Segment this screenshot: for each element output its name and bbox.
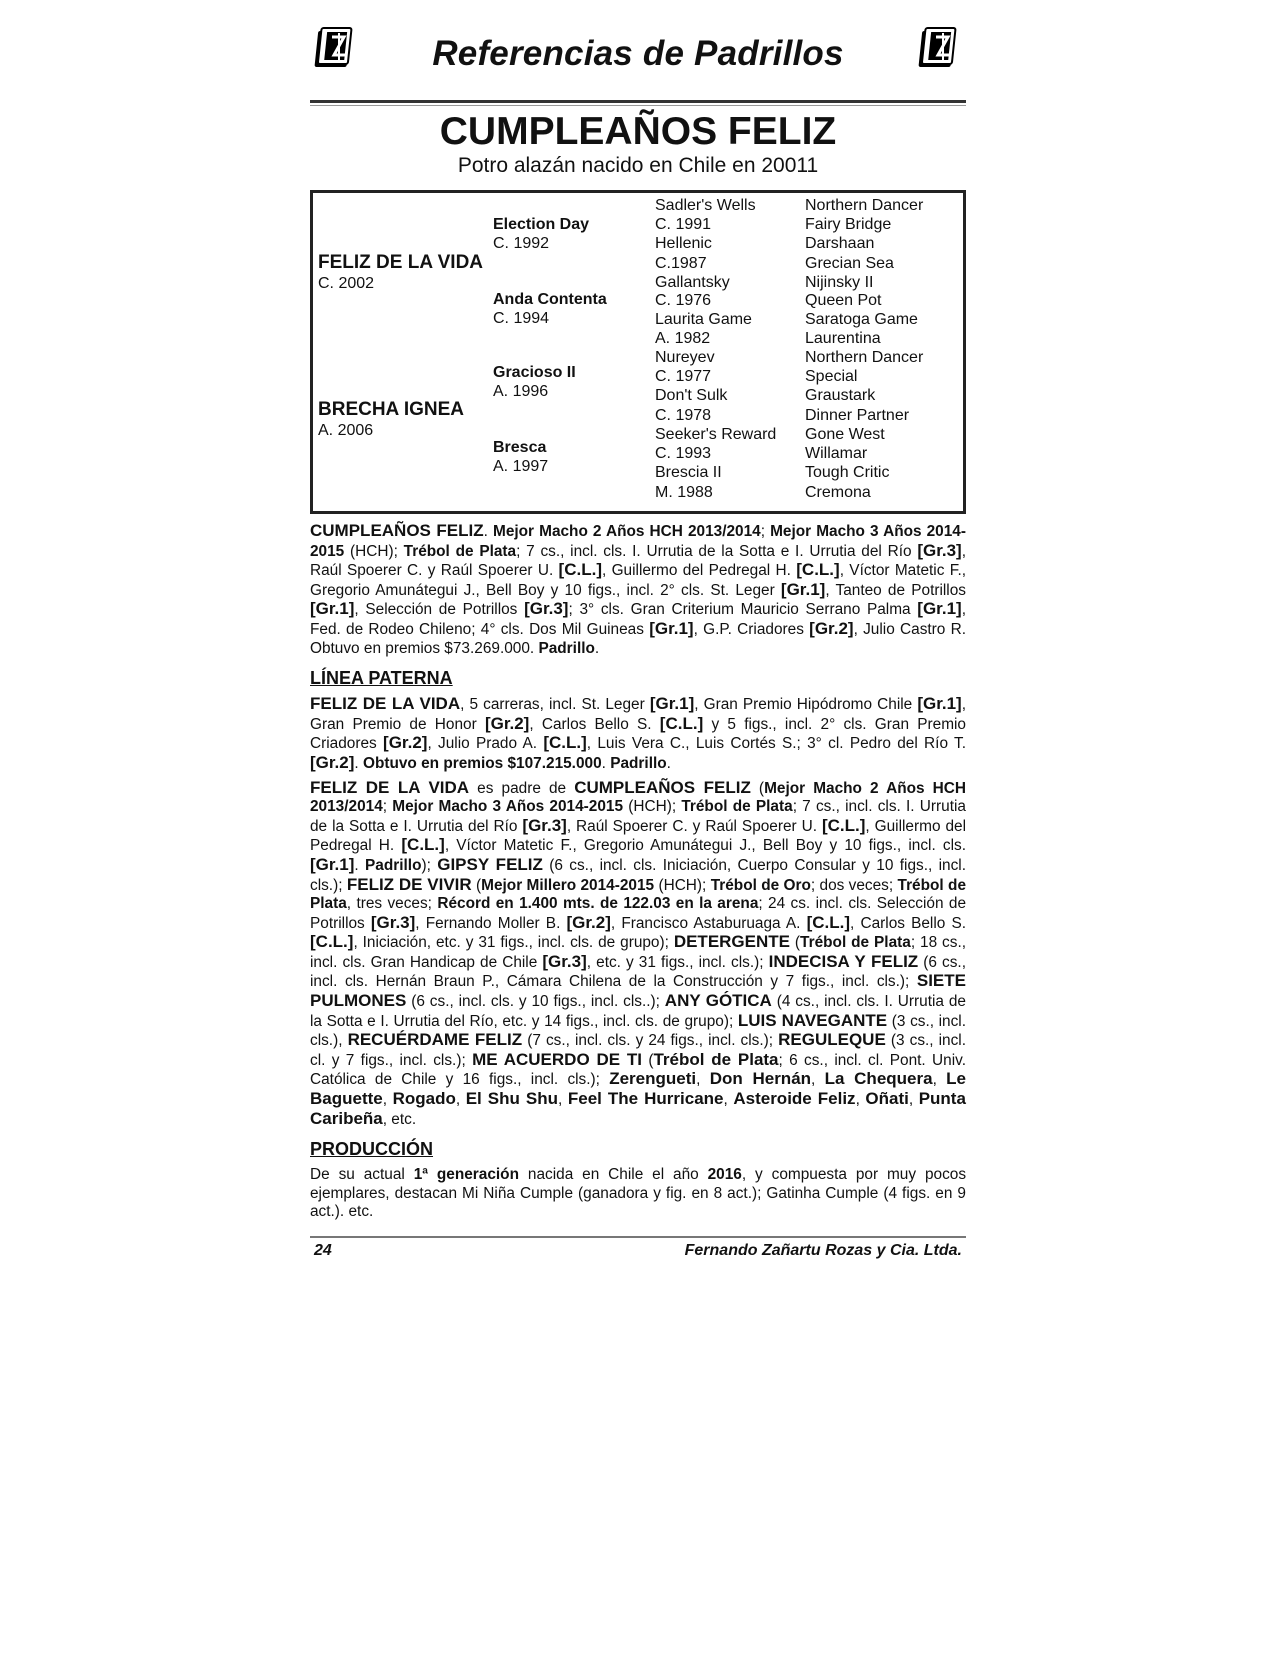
horse-subtitle: Potro alazán nacido en Chile en 20011 xyxy=(457,154,819,177)
pedigree-gen3-entry: C. 1991 xyxy=(655,216,712,233)
pedigree-dam-dam: Bresca xyxy=(493,439,547,456)
horse-name-inline: CUMPLEAÑOS FELIZ xyxy=(574,777,751,797)
header-title: Referencias de Padrillos xyxy=(432,34,844,73)
pedigree-gen3-entry: Brescia II xyxy=(655,464,722,481)
pedigree-gen3-entry: C.1987 xyxy=(655,255,707,272)
pedigree-gen3-entry: Gallantsky xyxy=(655,274,730,291)
horse-name-inline: Punta Caribeña xyxy=(310,1089,966,1128)
pedigree-gen4-entry: Special xyxy=(805,368,858,385)
pedigree-gen3-entry: Don't Sulk xyxy=(655,387,728,404)
pedigree-gen4-entry: Gone West xyxy=(805,426,885,443)
grade-tag: [Gr.3] xyxy=(542,951,587,971)
horse-name-inline: Rogado xyxy=(392,1089,456,1109)
award-text: Mejor Macho 2 Años HCH 2013/2014 xyxy=(310,779,967,816)
pedigree-gen4-entry: Saratoga Game xyxy=(805,311,918,328)
pedigree-gen3-entry: C. 1978 xyxy=(655,407,712,424)
grade-tag: [C.L.] xyxy=(796,560,840,580)
pedigree-sire: FELIZ DE LA VIDA xyxy=(318,252,484,273)
pedigree-gen3-entry: C. 1976 xyxy=(655,292,712,309)
award-text: Trébol de Plata xyxy=(800,934,911,952)
horse-name-inline: ANY GÓTICA xyxy=(664,991,772,1011)
page-number: 24 xyxy=(314,1242,332,1259)
grade-tag: [C.L.] xyxy=(806,912,851,932)
pedigree-sire-sire-year: C. 1992 xyxy=(493,235,550,252)
horse-name: CUMPLEAÑOS FELIZ xyxy=(439,110,837,153)
grade-tag: [Gr.1] xyxy=(780,579,826,599)
pedigree-gen3-entry: Hellenic xyxy=(655,235,712,252)
pedigree-sire-dam-year: C. 1994 xyxy=(493,310,550,327)
grade-tag: [Gr.2] xyxy=(310,752,355,772)
pedigree-gen4-entry: Fairy Bridge xyxy=(805,216,892,233)
grade-tag: [Gr.1] xyxy=(917,694,962,714)
linea-paragraph-offspring: FELIZ DE LA VIDA es padre de CUMPLEAÑOS FELIZ (Mejor Macho 2 Años HCH 2013/2014; Mejor Macho 3 Años 2014-2015 (HCH); Trébol de Plata; 7 cs., incl. cls. I. Urrutia de la Sotta e I. Urrutia del Río [Gr.3], Raúl Spoerer C. y Raúl Spoerer U. [C.L.], Guillermo del Pedregal H. [C.L.], Víctor Matetic F., Gregorio Amunátegui J., Bell Boy y 10 figs., incl. cls. [Gr.1]. Padrillo); GIPSY FELIZ (6 cs., incl. cls. Iniciación, Cuerpo Consular y 10 figs., incl. cls.); FELIZ DE VIVIR (Mejor Millero 2014-2015 (HCH); Trébol de Oro; dos veces; Trébol de Plata, tres veces; Récord en 1.400 mts. de 122.03 en la arena; 24 cs. incl. cls. Selección de Potrillos [Gr.3], Fernando Moller B. [Gr.2], Francisco Astaburuaga A. [C.L.], Carlos Bello S. [C.L.], Iniciación, etc. y 31 figs., incl. cls. de grupo); DETERGENTE (Trébol de Plata; 18 cs., incl. cls. Gran Handicap de Chile [Gr.3], etc. y 31 figs., incl. cls.); INDECISA Y FELIZ (6 cs., incl. cls. Hernán Braun P., Cámara Chilena de la Construcción y 7 figs., incl. cls.); SIETE PULMONES (6 cs., incl. cls. y 10 figs., incl. cls..); ANY GÓTICA (4 cs., incl. cls. I. Urrutia de la Sotta e I. Urrutia del Río, etc. y 14 figs., incl. cls. de grupo); LUIS NAVEGANTE (3 cs., incl. cls.), RECUÉRDAME FELIZ (7 cs., incl. cls. y 24 figs., incl. cls.); REGULEQUE (3 cs., incl. cl. y 7 figs., incl. cls.); ME ACUERDO DE TI (Trébol de Plata; 6 cs., incl. cl. Pont. Univ. Católica de Chile y 16 figs., incl. cls.); Zerengueti, Don Hernán, La Chequera, Le Baguette, Rogado, El Shu Shu, Feel The Hurricane, Asteroide Feliz, Oñati, Punta Caribeña, etc. xyxy=(310,777,967,1128)
award-text: Mejor Macho 3 Años 2014-2015 xyxy=(310,523,966,560)
pedigree-table xyxy=(310,190,966,514)
generation-text: 1ª generación xyxy=(413,1166,519,1184)
pedigree-gen3-entry: Laurita Game xyxy=(655,311,752,328)
pedigree-dam-dam-year: A. 1997 xyxy=(493,458,549,475)
padrillo-label: Padrillo xyxy=(365,856,422,874)
grade-tag: [C.L.] xyxy=(310,932,354,952)
padrillo-label: Padrillo xyxy=(610,754,667,772)
pedigree-gen3-entry: C. 1977 xyxy=(655,368,712,385)
grade-tag: [Gr.2] xyxy=(383,733,428,753)
pedigree-gen4-entry: Tough Critic xyxy=(805,464,890,481)
produccion-paragraph: De su actual 1ª generación nacida en Chile el año 2016, y compuesta por muy pocos ejemplares, destacan Mi Niña Cumple (ganadora y fig. en 8 act.); Gatinha Cumple (4 figs. en 9 act.). etc. xyxy=(310,1166,967,1221)
pedigree-sire-dam: Anda Contenta xyxy=(493,291,607,308)
horse-name-inline: Feel The Hurricane xyxy=(567,1089,724,1109)
pedigree-dam-year: A. 2006 xyxy=(318,422,374,439)
horse-name-inline: RECUÉRDAME FELIZ xyxy=(347,1030,523,1050)
pedigree-gen3-entry: Seeker's Reward xyxy=(655,426,777,443)
grade-tag: [C.L.] xyxy=(821,815,866,835)
pedigree-sire-year: C. 2002 xyxy=(318,275,375,292)
grade-tag: [Gr.1] xyxy=(310,854,355,874)
grade-tag: [Gr.1] xyxy=(310,599,355,619)
pedigree-gen3-entry: M. 1988 xyxy=(655,484,713,501)
grade-tag: [C.L.] xyxy=(401,835,445,855)
pedigree-gen3-entry: C. 1993 xyxy=(655,445,712,462)
grade-tag: [C.L.] xyxy=(659,713,704,733)
pedigree-gen4-entry: Queen Pot xyxy=(805,292,882,309)
pedigree-dam-sire: Gracioso II xyxy=(493,364,576,381)
award-text: Trébol de Oro xyxy=(710,876,811,894)
grade-tag: [C.L.] xyxy=(558,560,602,580)
horse-name-inline: El Shu Shu xyxy=(465,1089,559,1109)
grade-tag: [Gr.1] xyxy=(917,599,962,619)
horse-name-inline: GIPSY FELIZ xyxy=(437,854,543,874)
grade-tag: [Gr.3] xyxy=(370,912,416,932)
pedigree-gen4-entry: Graustark xyxy=(805,387,876,404)
pedigree-gen4-entry: Cremona xyxy=(805,484,871,501)
pedigree-sire-sire: Election Day xyxy=(493,216,590,233)
horse-name-inline: Don Hernán xyxy=(709,1069,812,1089)
horse-name-inline: Asteroide Feliz xyxy=(733,1089,856,1109)
grade-tag: [Gr.2] xyxy=(484,713,530,733)
horse-name-inline: FELIZ DE VIVIR xyxy=(346,874,472,894)
pedigree-gen3-entry: A. 1982 xyxy=(655,330,711,347)
padrillo-label: Padrillo xyxy=(538,639,595,657)
award-text: Trébol de Plata xyxy=(310,876,967,913)
intro-paragraph: CUMPLEAÑOS FELIZ. Mejor Macho 2 Años HCH 2013/2014; Mejor Macho 3 Años 2014-2015 (HCH); Trébol de Plata; 7 cs., incl. cls. I. Urrutia de la Sotta e I. Urrutia del Río [Gr.3], Raúl Spoerer C. y Raúl Spoerer U. [C.L.], Guillermo del Pedregal H. [C.L.], Víctor Matetic F., Gregorio Amunátegui J., Bell Boy y 10 figs., incl. 2° cls. St. Leger [Gr.1], Tanteo de Potrillos [Gr.1], Selección de Potrillos [Gr.3]; 3° cls. Gran Criterium Mauricio Serrano Palma [Gr.1], Fed. de Rodeo Chileno; 4° cls. Dos Mil Guineas [Gr.1], G.P. Criadores [Gr.2], Julio Castro R. Obtuvo en premios $73.269.000. Padrillo. xyxy=(310,521,966,657)
horse-name-inline: FELIZ DE LA VIDA xyxy=(310,777,470,797)
earnings-text: Obtuvo en premios $107.215.000 xyxy=(362,754,602,772)
grade-tag: [Gr.2] xyxy=(566,912,611,932)
pedigree-gen3-entry: Sadler's Wells xyxy=(655,197,756,214)
page-header xyxy=(310,22,966,80)
grade-tag: [Gr.1] xyxy=(649,618,694,638)
section-title-produccion: PRODUCCIÓN xyxy=(310,1139,434,1160)
grade-tag: [Gr.3] xyxy=(524,599,569,619)
grade-tag: [Gr.2] xyxy=(809,618,854,638)
pedigree-gen4-entry: Dinner Partner xyxy=(805,407,910,424)
horse-name-inline: CUMPLEAÑOS FELIZ xyxy=(310,521,484,540)
pedigree-dam: BRECHA IGNEA xyxy=(318,399,465,420)
horse-name-inline: Zerengueti xyxy=(609,1069,697,1089)
page-footer xyxy=(310,1242,966,1266)
fzr-logo-icon xyxy=(914,24,962,72)
pedigree-gen4-entry: Northern Dancer xyxy=(805,349,924,366)
grade-tag: [Gr.1] xyxy=(649,694,695,714)
pedigree-gen3-entry: Nureyev xyxy=(655,349,715,366)
footer-rule xyxy=(310,1236,966,1238)
publisher-name: Fernando Zañartu Rozas y Cia. Ltda. xyxy=(684,1242,962,1259)
pedigree-dam-sire-year: A. 1996 xyxy=(493,383,549,400)
pedigree-gen4-entry: Nijinsky II xyxy=(805,274,874,291)
horse-name-inline: SIETE PULMONES xyxy=(310,971,966,1011)
horse-name-inline: Oñati xyxy=(865,1089,909,1109)
award-text: Mejor Macho 2 Años HCH 2013/2014 xyxy=(493,523,761,540)
page xyxy=(310,22,966,1266)
record-text: Récord en 1.400 mts. de 122.03 en la arena xyxy=(437,895,759,913)
horse-name-inline: REGULEQUE xyxy=(778,1030,886,1050)
pedigree-gen4-entry: Northern Dancer xyxy=(805,197,924,214)
year-text: 2016 xyxy=(707,1166,742,1184)
horse-name-inline: La Chequera xyxy=(824,1069,933,1089)
horse-name-inline: DETERGENTE xyxy=(673,932,790,952)
award-text: Mejor Millero 2014-2015 xyxy=(481,876,655,894)
pedigree-gen4-entry: Laurentina xyxy=(805,330,881,347)
horse-name-inline: ME ACUERDO DE TI xyxy=(472,1049,642,1069)
header-rule xyxy=(310,100,966,103)
section-title-linea-paterna: LÍNEA PATERNA xyxy=(310,668,453,689)
horse-name-inline: Le Baguette xyxy=(310,1069,966,1109)
horse-name-inline: FELIZ DE LA VIDA xyxy=(310,694,461,714)
award-text: Mejor Macho 3 Años 2014-2015 xyxy=(392,798,623,816)
header-rule-thin xyxy=(310,105,966,106)
horse-name-inline: INDECISA Y FELIZ xyxy=(768,951,919,971)
grade-tag: [Gr.3] xyxy=(522,815,567,835)
pedigree-gen4-entry: Grecian Sea xyxy=(805,255,894,272)
award-text: Trébol de Plata xyxy=(653,1049,779,1069)
pedigree-gen4-entry: Willamar xyxy=(805,445,868,462)
award-text: Trébol de Plata xyxy=(403,542,517,560)
pedigree-gen4-entry: Darshaan xyxy=(805,235,875,252)
award-text: Trébol de Plata xyxy=(681,798,793,816)
grade-tag: [C.L.] xyxy=(543,733,587,753)
grade-tag: [Gr.3] xyxy=(917,540,962,560)
horse-name-inline: LUIS NAVEGANTE xyxy=(737,1010,888,1030)
linea-paragraph-sire: FELIZ DE LA VIDA, 5 carreras, incl. St. Leger [Gr.1], Gran Premio Hipódromo Chile [Gr.1], Gran Premio de Honor [Gr.2], Carlos Bello S. [C.L.] y 5 figs., incl. 2° cls. Gran Premio Criadores [Gr.2], Julio Prado A. [C.L.], Luis Vera C., Luis Cortés S.; 3° cl. Pedro del Río T. [Gr.2]. Obtuvo en premios $107.215.000. Padrillo. xyxy=(310,694,966,772)
